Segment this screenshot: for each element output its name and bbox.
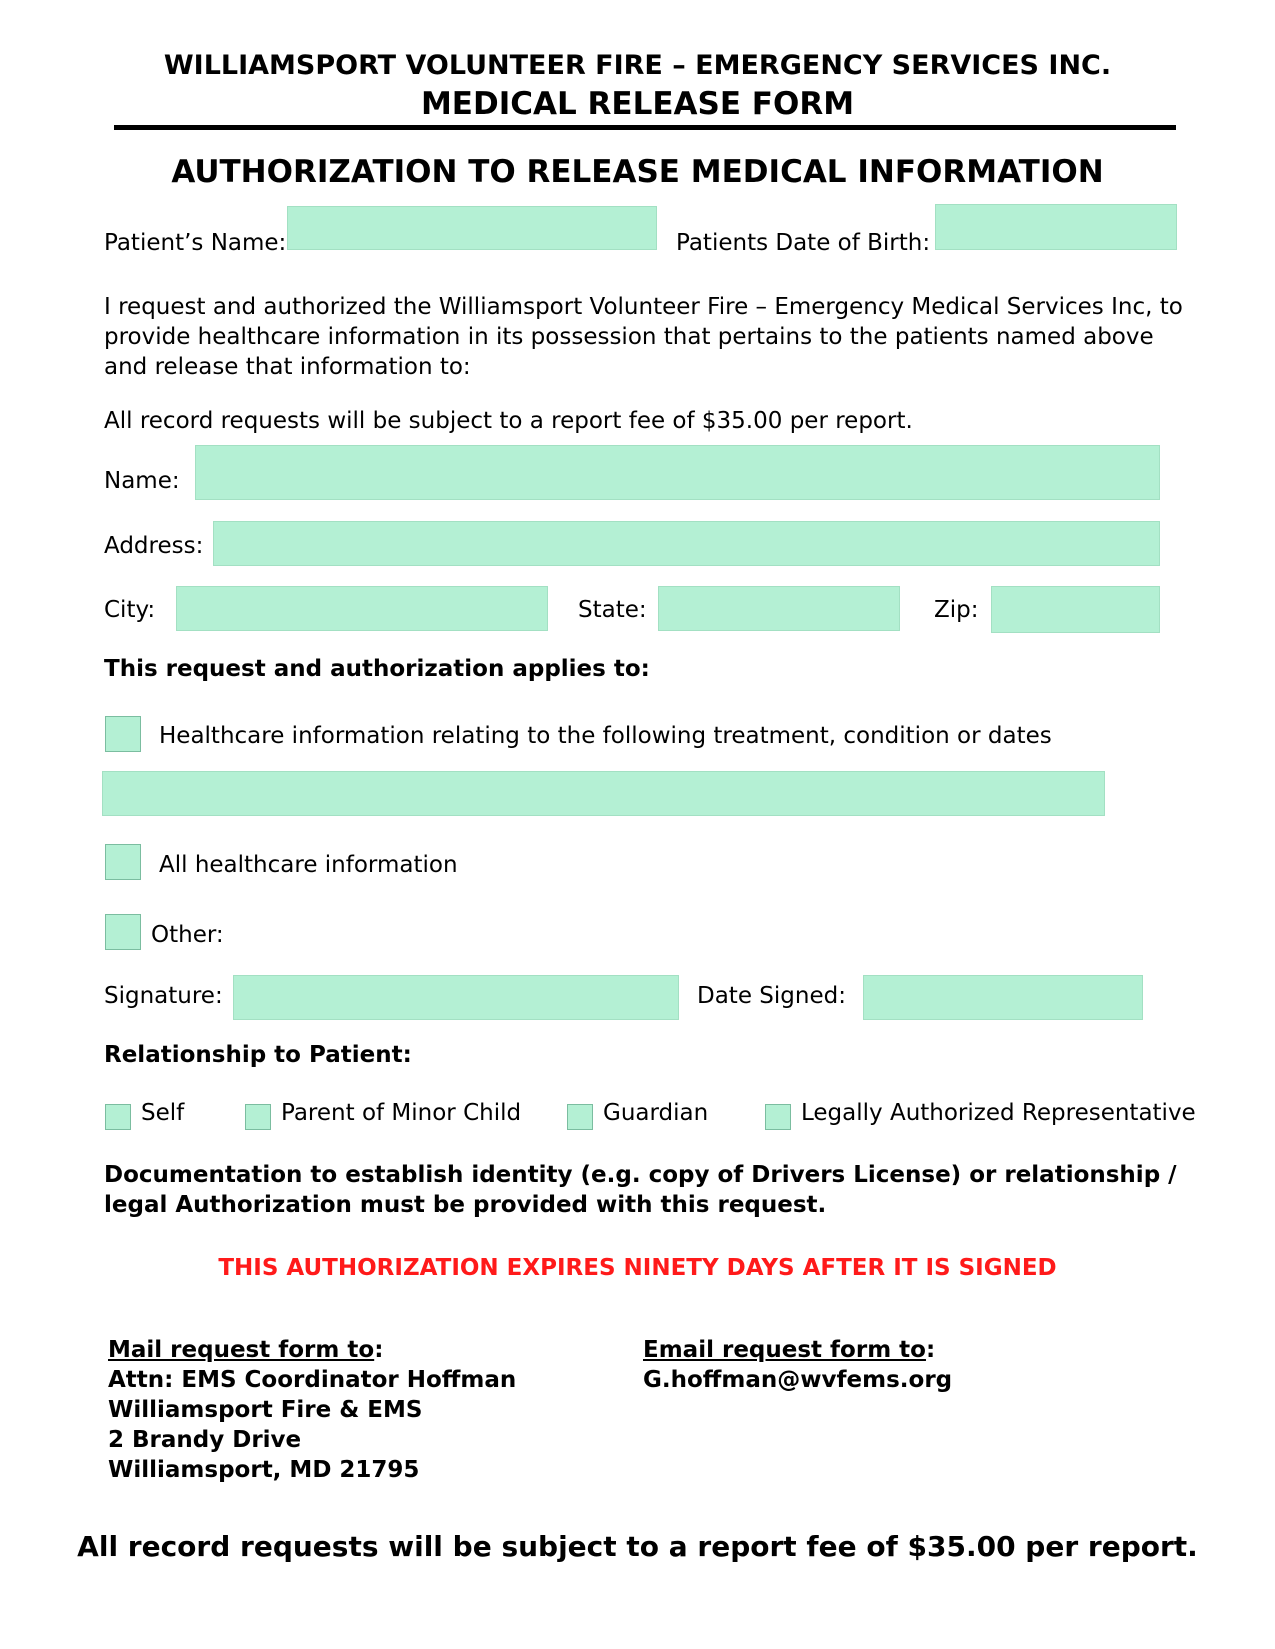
- other-option-label: Other:: [151, 922, 224, 948]
- mail-address-line: Williamsport Fire & EMS: [108, 1397, 423, 1423]
- patient-dob-field[interactable]: [935, 204, 1177, 250]
- other-checkbox[interactable]: [105, 914, 141, 950]
- all-info-checkbox[interactable]: [105, 844, 141, 880]
- recipient-zip-field[interactable]: [991, 586, 1160, 633]
- patient-dob-label: Patients Date of Birth:: [676, 230, 931, 256]
- recipient-state-label: State:: [578, 597, 647, 623]
- treatment-checkbox[interactable]: [105, 716, 141, 752]
- relationship-representative-checkbox[interactable]: [765, 1104, 791, 1130]
- expiry-notice: THIS AUTHORIZATION EXPIRES NINETY DAYS AFTER IT IS SIGNED: [218, 1255, 1057, 1281]
- recipient-state-field[interactable]: [658, 586, 900, 631]
- form-heading: AUTHORIZATION TO RELEASE MEDICAL INFORMATION: [171, 154, 1104, 190]
- mail-address-line: Williamsport, MD 21795: [108, 1457, 420, 1483]
- email-address[interactable]: G.hoffman@wvfems.org: [643, 1367, 953, 1393]
- relationship-self-checkbox[interactable]: [105, 1104, 131, 1130]
- mail-heading-colon: :: [374, 1337, 384, 1363]
- applies-heading: This request and authorization applies to:: [104, 656, 650, 682]
- form-title: MEDICAL RELEASE FORM: [420, 86, 855, 122]
- relationship-guardian-checkbox[interactable]: [567, 1104, 593, 1130]
- mail-address-line: 2 Brandy Drive: [108, 1427, 302, 1453]
- relationship-parent-checkbox[interactable]: [245, 1104, 271, 1130]
- fee-notice: All record requests will be subject to a report fee of $35.00 per report.: [104, 408, 913, 434]
- mail-heading: [108, 1335, 383, 1365]
- organization-name: WILLIAMSPORT VOLUNTEER FIRE – EMERGENCY SERVICES INC.: [163, 50, 1112, 81]
- date-signed-field[interactable]: [863, 975, 1143, 1020]
- signature-label: Signature:: [104, 983, 223, 1009]
- treatment-details-field[interactable]: [102, 771, 1105, 816]
- recipient-zip-label: Zip:: [934, 597, 979, 623]
- recipient-name-field[interactable]: [195, 445, 1160, 500]
- header-divider: [114, 125, 1176, 130]
- relationship-heading: Relationship to Patient:: [104, 1042, 412, 1068]
- recipient-name-label: Name:: [104, 468, 180, 494]
- footer-fee-notice: All record requests will be subject to a report fee of $35.00 per report.: [77, 1530, 1198, 1563]
- relationship-parent-label: Parent of Minor Child: [281, 1100, 522, 1126]
- patient-name-field[interactable]: [287, 206, 657, 250]
- recipient-address-label: Address:: [104, 533, 204, 559]
- recipient-address-field[interactable]: [213, 521, 1160, 566]
- signature-field[interactable]: [233, 975, 679, 1020]
- email-heading-text: Email request form to: [643, 1337, 926, 1363]
- email-heading-colon: :: [925, 1337, 936, 1363]
- relationship-self-label: Self: [141, 1100, 185, 1126]
- email-heading: [643, 1335, 935, 1365]
- treatment-option-label: Healthcare information relating to the following treatment, condition or dates: [159, 723, 1052, 749]
- mail-heading-text: Mail request form to: [108, 1337, 375, 1363]
- recipient-city-label: City:: [104, 597, 156, 623]
- intro-paragraph: I request and authorized the Williamsport Volunteer Fire – Emergency Medical Services Inc, to provide healthcare information in its possession that pertains to the patients named above and release that information to:: [104, 294, 1183, 380]
- documentation-notice: Documentation to establish identity (e.g. copy of Drivers License) or relationship / legal Authorization must be provided with this request.: [104, 1162, 1177, 1218]
- recipient-city-field[interactable]: [176, 586, 548, 631]
- date-signed-label: Date Signed:: [697, 983, 846, 1009]
- patient-name-label: Patient’s Name:: [104, 230, 287, 256]
- relationship-guardian-label: Guardian: [603, 1100, 709, 1126]
- all-info-option-label: All healthcare information: [159, 852, 458, 878]
- mail-address-line: Attn: EMS Coordinator Hoffman: [108, 1367, 517, 1393]
- relationship-representative-label: Legally Authorized Representative: [801, 1100, 1196, 1126]
